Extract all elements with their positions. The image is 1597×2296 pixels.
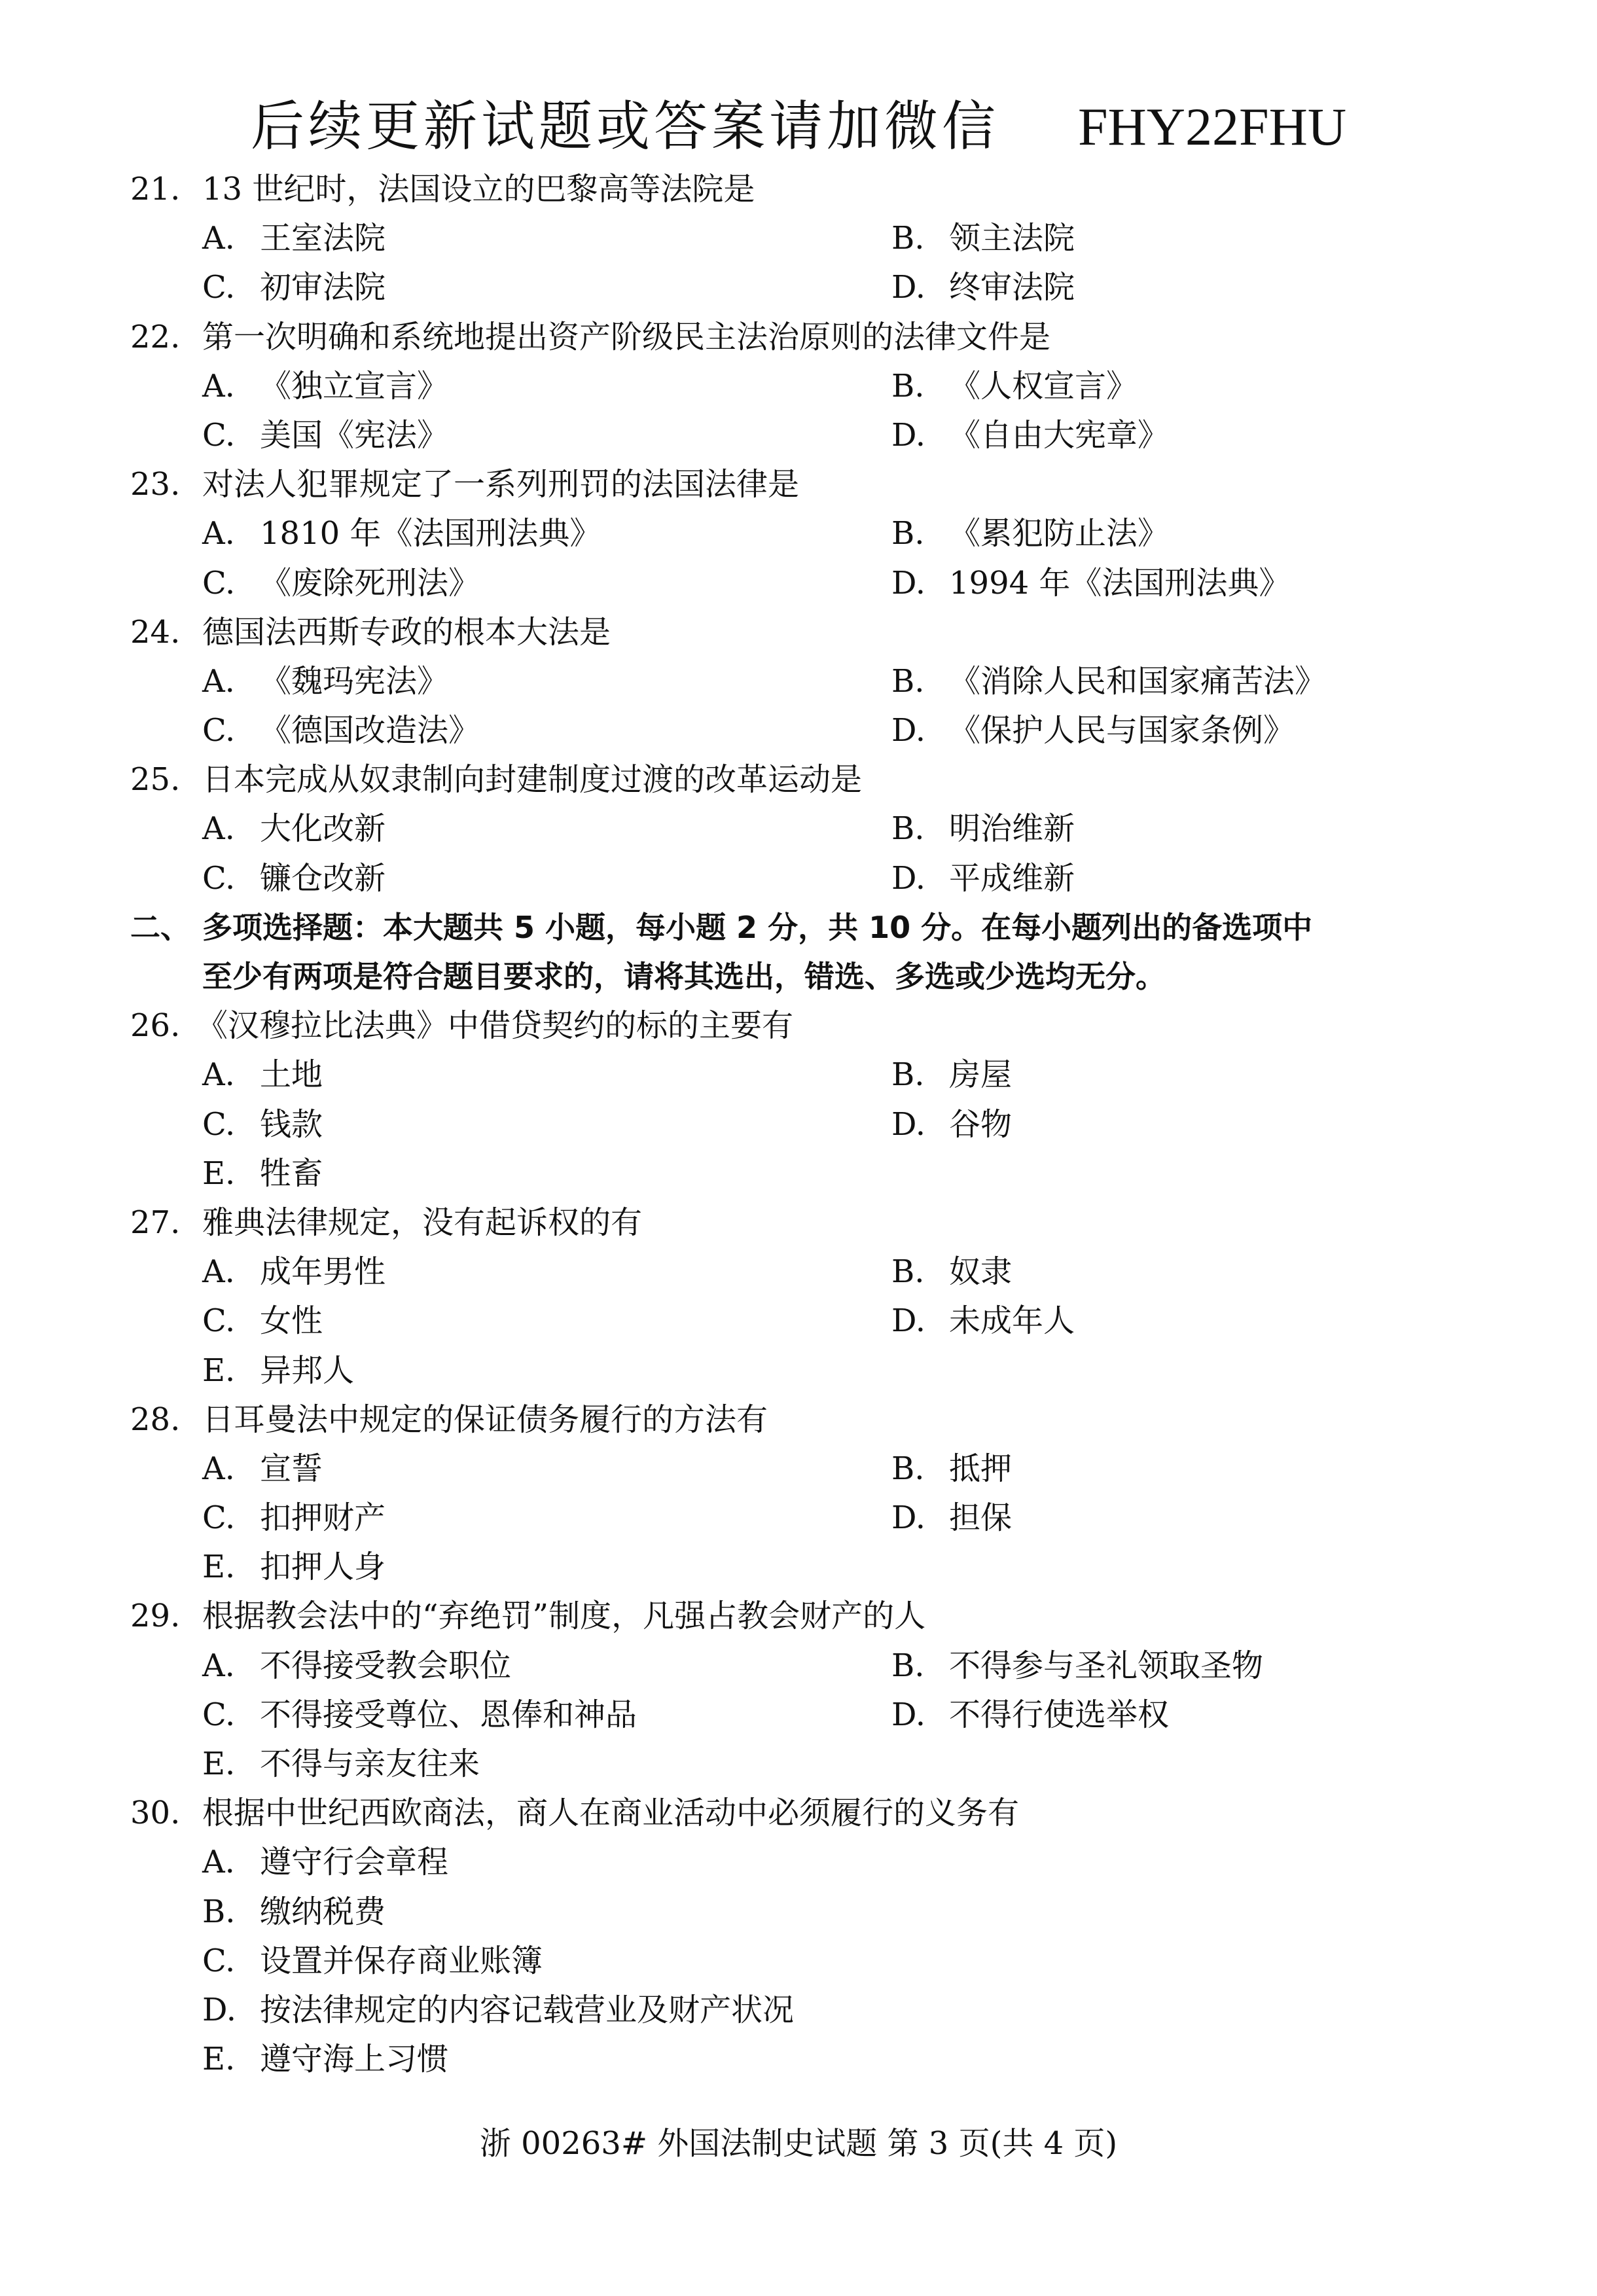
option-text: 牲畜: [260, 1155, 323, 1192]
answer-option: [891, 804, 1075, 853]
option-text: 1810 年《法国刑法典》: [260, 515, 601, 552]
question-number: 21.: [130, 171, 181, 207]
option-letter: C.: [202, 564, 236, 601]
option-text: 土地: [260, 1056, 323, 1094]
question-stem: [0, 165, 1597, 214]
text-line: [0, 1838, 1597, 1887]
answer-option: [891, 509, 1169, 558]
option-letter: B.: [891, 515, 925, 552]
option-text: 宣誓: [260, 1450, 323, 1487]
answer-option: [202, 854, 386, 903]
option-text: 不得参与圣礼领取圣物: [949, 1647, 1264, 1684]
text-line: [0, 1100, 1597, 1149]
option-letter: A.: [202, 220, 235, 257]
option-text: 未成年人: [949, 1302, 1075, 1340]
option-text: 美国《宪法》: [260, 416, 449, 454]
question-number: 25.: [130, 761, 181, 798]
answer-option: [891, 706, 1295, 755]
exam-content: [0, 165, 1597, 2084]
option-letter: A.: [202, 810, 235, 848]
text-line: [0, 1346, 1597, 1395]
text-line: [0, 706, 1597, 755]
text-line: [0, 1986, 1597, 2035]
answer-option: [202, 1346, 354, 1395]
option-text: 不得与亲友往来: [260, 1746, 480, 1782]
answer-option: [202, 263, 386, 312]
option-text: 王室法院: [260, 220, 386, 257]
text-line: [0, 1247, 1597, 1297]
text-line: [0, 1050, 1597, 1100]
answer-option: [891, 263, 1075, 312]
answer-option: [202, 559, 480, 608]
answer-option: [202, 706, 480, 755]
answer-option: [202, 1100, 323, 1149]
question-stem: [0, 755, 1597, 804]
question-number: 30.: [130, 1795, 181, 1832]
question-number: 29.: [130, 1598, 181, 1635]
option-text: 《魏玛宪法》: [260, 662, 449, 700]
text-line: [0, 1888, 1597, 1937]
text-line: [0, 1641, 1597, 1691]
answer-option: [891, 1247, 1012, 1297]
option-letter: E.: [202, 1155, 236, 1192]
answer-option: [202, 1444, 323, 1494]
option-letter: C.: [202, 1696, 236, 1733]
answer-option: [891, 1494, 1012, 1543]
question-stem: [0, 1198, 1597, 1247]
option-text: 不得接受尊位、恩俸和神品: [260, 1696, 637, 1733]
text-line: [0, 1691, 1597, 1740]
option-letter: B.: [891, 367, 925, 404]
question-stem: [0, 313, 1597, 362]
option-letter: B.: [891, 810, 925, 848]
option-letter: D.: [891, 859, 926, 897]
section-heading: [0, 952, 1597, 1001]
question-text: 13 世纪时，法国设立的巴黎高等法院是: [202, 171, 755, 207]
text-line: [0, 362, 1597, 411]
option-letter: D.: [891, 416, 926, 454]
option-text: 女性: [260, 1302, 323, 1340]
watermark-banner: [0, 84, 1597, 160]
question-stem: [0, 1395, 1597, 1444]
option-text: 初审法院: [260, 269, 386, 306]
option-letter: D.: [891, 269, 926, 306]
question-number: 23.: [130, 466, 181, 503]
banner-code: FHY22FHU: [1077, 97, 1347, 156]
text-line: [0, 854, 1597, 903]
answer-option: [202, 1494, 386, 1543]
text-line: [0, 263, 1597, 312]
option-letter: E.: [202, 2041, 236, 2078]
answer-option: [202, 1543, 386, 1592]
option-text: 《自由大宪章》: [949, 416, 1170, 454]
question-text: 《汉穆拉比法典》中借贷契约的标的主要有: [196, 1007, 794, 1045]
answer-option: [891, 362, 1138, 411]
section-heading: [0, 903, 1597, 952]
answer-option: [891, 214, 1075, 263]
option-letter: A.: [202, 1056, 235, 1094]
question-number: 22.: [130, 318, 181, 355]
option-letter: A.: [202, 662, 235, 700]
option-text: 不得接受教会职位: [260, 1647, 512, 1684]
option-text: 奴隶: [949, 1253, 1013, 1291]
option-letter: E.: [202, 1746, 236, 1782]
option-text: 房屋: [949, 1056, 1013, 1094]
question-text: 日耳曼法中规定的保证债务履行的方法有: [202, 1401, 768, 1438]
text-line: [0, 1297, 1597, 1346]
option-text: 不得行使选举权: [949, 1696, 1170, 1733]
option-text: 缴纳税费: [260, 1893, 386, 1930]
option-text: 钱款: [260, 1105, 323, 1143]
question-stem: [0, 460, 1597, 509]
text-line: [0, 804, 1597, 853]
answer-option: [202, 1149, 323, 1198]
answer-option: [202, 2035, 448, 2084]
answer-option: [891, 1297, 1075, 1346]
option-letter: B.: [891, 1647, 925, 1684]
banner-text: 后续更新试题或答案请加微信: [250, 96, 999, 158]
option-text: 《消除人民和国家痛苦法》: [949, 662, 1327, 700]
option-letter: C.: [202, 1302, 236, 1340]
option-text: 设置并保存商业账簿: [260, 1942, 543, 1979]
option-letter: C.: [202, 859, 236, 897]
option-text: 1994 年《法国刑法典》: [949, 564, 1291, 601]
answer-option: [202, 509, 601, 558]
option-letter: C.: [202, 416, 236, 454]
option-letter: E.: [202, 1549, 236, 1586]
question-text: 德国法西斯专政的根本大法是: [202, 613, 611, 651]
answer-option: [202, 1888, 386, 1937]
option-letter: D.: [891, 1499, 926, 1537]
option-letter: B.: [202, 1893, 236, 1930]
option-text: 遵守行会章程: [260, 1844, 449, 1881]
question-stem: [0, 608, 1597, 657]
answer-option: [202, 1691, 637, 1740]
option-letter: A.: [202, 515, 235, 552]
question-number: 24.: [130, 613, 181, 651]
answer-option: [891, 1641, 1263, 1691]
section-number: 二、: [130, 909, 190, 945]
answer-option: [202, 1838, 448, 1887]
option-letter: A.: [202, 367, 235, 404]
question-stem: [0, 1592, 1597, 1641]
question-text: 雅典法律规定，没有起诉权的有: [202, 1204, 643, 1241]
answer-option: [891, 657, 1326, 706]
option-text: 终审法院: [949, 269, 1075, 306]
text-line: [0, 411, 1597, 460]
answer-option: [202, 411, 448, 460]
answer-option: [202, 804, 386, 853]
option-letter: D.: [202, 1991, 237, 2028]
option-text: 明治维新: [949, 810, 1075, 848]
text-line: [0, 1937, 1597, 1986]
question-text: 第一次明确和系统地提出资产阶级民主法治原则的法律文件是: [202, 318, 1051, 355]
answer-option: [891, 1444, 1012, 1494]
answer-option: [891, 854, 1075, 903]
option-text: 《独立宣言》: [260, 367, 449, 404]
option-text: 谷物: [949, 1105, 1013, 1143]
option-letter: B.: [891, 1253, 925, 1291]
question-stem: [0, 1789, 1597, 1838]
option-text: 大化改新: [260, 810, 386, 848]
answer-option: [891, 1691, 1169, 1740]
answer-option: [891, 411, 1169, 460]
option-text: 平成维新: [949, 859, 1075, 897]
answer-option: [202, 214, 386, 263]
option-text: 《德国改造法》: [260, 712, 480, 749]
option-text: 担保: [949, 1499, 1013, 1537]
answer-option: [202, 1247, 386, 1297]
option-letter: B.: [891, 1450, 925, 1487]
text-line: [0, 509, 1597, 558]
option-text: 成年男性: [260, 1253, 386, 1291]
option-letter: D.: [891, 1696, 926, 1733]
option-letter: B.: [891, 1056, 925, 1094]
option-text: 异邦人: [260, 1352, 355, 1389]
option-letter: D.: [891, 564, 926, 601]
question-number: 27.: [130, 1204, 181, 1241]
option-text: 扣押人身: [260, 1549, 386, 1586]
answer-option: [891, 559, 1290, 608]
option-letter: A.: [202, 1647, 235, 1684]
question-number: 26.: [130, 1007, 181, 1045]
text-line: [0, 559, 1597, 608]
answer-option: [202, 362, 448, 411]
answer-option: [202, 1937, 543, 1986]
answer-option: [202, 1297, 323, 1346]
answer-option: [202, 1050, 323, 1100]
question-text: 根据中世纪西欧商法，商人在商业活动中必须履行的义务有: [202, 1795, 1020, 1832]
question-stem: [0, 1001, 1597, 1050]
question-text: 对法人犯罪规定了一系列刑罚的法国法律是: [202, 466, 800, 503]
answer-option: [202, 1641, 511, 1691]
option-text: 遵守海上习惯: [260, 2041, 449, 2078]
text-line: [0, 1740, 1597, 1789]
text-line: [0, 214, 1597, 263]
option-letter: A.: [202, 1844, 235, 1881]
text-line: [0, 1444, 1597, 1494]
text-line: [0, 1149, 1597, 1198]
answer-option: [202, 1740, 480, 1789]
option-text: 《保护人民与国家条例》: [949, 712, 1295, 749]
option-text: 《人权宣言》: [949, 367, 1138, 404]
answer-option: [202, 1986, 794, 2035]
option-letter: A.: [202, 1450, 235, 1487]
text-line: [0, 2035, 1597, 2084]
text-line: [0, 1543, 1597, 1592]
option-letter: D.: [891, 1302, 926, 1340]
option-text: 《累犯防止法》: [949, 515, 1170, 552]
option-letter: D.: [891, 1105, 926, 1143]
option-text: 领主法院: [949, 220, 1075, 257]
option-text: 镰仓改新: [260, 859, 386, 897]
question-text: 根据教会法中的“弃绝罚”制度，凡强占教会财产的人: [202, 1598, 926, 1635]
answer-option: [891, 1050, 1012, 1100]
option-letter: C.: [202, 712, 236, 749]
page-footer: 浙 00263# 外国法制史试题 第 3 页(共 4 页): [479, 2125, 1118, 2162]
option-text: 抵押: [949, 1450, 1013, 1487]
option-letter: C.: [202, 269, 236, 306]
option-text: 《废除死刑法》: [260, 564, 480, 601]
text-line: [0, 1494, 1597, 1543]
option-text: 按法律规定的内容记载营业及财产状况: [260, 1991, 795, 2028]
answer-option: [891, 1100, 1012, 1149]
option-text: 扣押财产: [260, 1499, 386, 1537]
option-letter: C.: [202, 1105, 236, 1143]
option-letter: C.: [202, 1942, 236, 1979]
option-letter: D.: [891, 712, 926, 749]
option-letter: C.: [202, 1499, 236, 1537]
option-letter: B.: [891, 220, 925, 257]
question-text: 日本完成从奴隶制向封建制度过渡的改革运动是: [202, 761, 863, 798]
question-number: 28.: [130, 1401, 181, 1438]
option-letter: A.: [202, 1253, 235, 1291]
answer-option: [202, 657, 448, 706]
option-letter: B.: [891, 662, 925, 700]
section-instructions-line1: 多项选择题：本大题共 5 小题，每小题 2 分，共 10 分。在每小题列出的备选项中: [202, 909, 1313, 945]
section-instructions-line2: 至少有两项是符合题目要求的，请将其选出，错选、多选或少选均无分。: [202, 959, 1166, 994]
text-line: [0, 657, 1597, 706]
option-letter: E.: [202, 1352, 236, 1389]
